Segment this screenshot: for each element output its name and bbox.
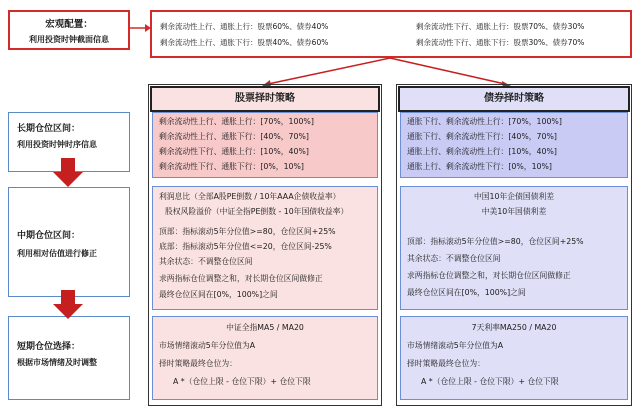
stage-long-desc: 利用投资时钟时序信息 bbox=[17, 140, 97, 149]
equity-mid-row-2: 股权风险溢价（中证全指PE倒数 - 10年国债收益率） bbox=[165, 207, 349, 216]
bond-long-section bbox=[400, 112, 628, 178]
equity-short-row-4: A *（仓位上限 - 仓位下限）+ 仓位下限 bbox=[173, 377, 311, 386]
scenario-3: 剩余流动性下行、通胀上行：股票70%、债券30% bbox=[416, 22, 585, 31]
stage-long-title: 长期仓位区间： bbox=[17, 124, 81, 134]
stage-short-desc: 根据市场情绪及时调整 bbox=[17, 358, 97, 367]
bond-mid-row-1: 中国10年企债国债利差 bbox=[473, 192, 555, 201]
stage-mid-desc: 利用相对估值进行修正 bbox=[17, 249, 97, 258]
equity-short-section bbox=[152, 316, 378, 400]
stage-short bbox=[8, 316, 130, 400]
equity-long-row-1: 剩余流动性上行、通胀上行：[70%，100%] bbox=[159, 117, 314, 126]
bond-mid-section bbox=[400, 186, 628, 310]
bond-short-section bbox=[400, 316, 628, 400]
bond-mid-row-2: 中美10年国债利差 bbox=[481, 207, 547, 216]
equity-short-row-2: 市场情绪滚动5年分位值为A bbox=[159, 341, 256, 350]
equity-mid-row-4: 底部：指标滚动5年分位值<=20，仓位区间-25% bbox=[159, 242, 332, 251]
bond-short-row-3: 择时策略最终仓位为： bbox=[407, 359, 485, 368]
equity-long-section bbox=[152, 112, 378, 178]
macro-title: 宏观配置： bbox=[45, 19, 93, 30]
bond-mid-row-5: 求两指标仓位调整之和，对长期仓位区间做修正 bbox=[407, 271, 571, 280]
stage-short-title: 短期仓位选择： bbox=[17, 342, 81, 352]
bond-mid-row-3: 顶部：指标滚动5年分位值>=80，仓位区间+25% bbox=[407, 237, 584, 246]
scenario-2: 剩余流动性上行、通胀下行：股票40%、债券60% bbox=[160, 38, 329, 47]
equity-short-row-3: 择时策略最终仓位为： bbox=[159, 359, 237, 368]
equity-mid-row-7: 最终仓位区间在[0%，100%]之间 bbox=[159, 290, 278, 299]
bond-short-row-4: A *（仓位上限 - 仓位下限）+ 仓位下限 bbox=[421, 377, 559, 386]
bond-long-row-4: 通胀上行、剩余流动性下行：[0%，10%] bbox=[407, 162, 552, 171]
scenario-1: 剩余流动性上行、通胀上行：股票60%、债券40% bbox=[160, 22, 329, 31]
equity-long-row-3: 剩余流动性下行、通胀上行：[10%，40%] bbox=[159, 147, 309, 156]
equity-long-row-4: 剩余流动性下行、通胀下行：[0%，10%] bbox=[159, 162, 304, 171]
scenario-4: 剩余流动性下行、通胀下行：股票30%、债券70% bbox=[416, 38, 585, 47]
bond-mid-row-6: 最终仓位区间在[0%，100%]之间 bbox=[407, 288, 526, 297]
macro-subtitle: 利用投资时钟截面信息 bbox=[29, 35, 109, 44]
stage-mid-title: 中期仓位区间： bbox=[17, 231, 81, 241]
stage-mid bbox=[8, 187, 130, 297]
equity-long-row-2: 剩余流动性上行、通胀下行：[40%，70%] bbox=[159, 132, 309, 141]
equity-short-row-1: 中证全指MA5 / MA20 bbox=[226, 323, 304, 332]
equity-mid-row-3: 顶部：指标滚动5年分位值>=80，仓位区间+25% bbox=[159, 227, 336, 236]
equity-mid-section bbox=[152, 186, 378, 310]
equity-title: 股票择时策略 bbox=[150, 86, 380, 112]
bond-long-row-2: 通胀下行、剩余流动性下行：[40%，70%] bbox=[407, 132, 557, 141]
down-arrow-1 bbox=[52, 158, 84, 188]
bond-long-row-1: 通胀下行、剩余流动性上行：[70%，100%] bbox=[407, 117, 562, 126]
bond-short-row-2: 市场情绪滚动5年分位值为A bbox=[407, 341, 504, 350]
equity-mid-row-1: 利润息比（全部A股PE倒数 / 10年AAA企债收益率） bbox=[159, 192, 341, 201]
equity-mid-row-6: 求两指标仓位调整之和，对长期仓位区间做修正 bbox=[159, 274, 323, 283]
bond-mid-row-4: 其余状态：不调整仓位区间 bbox=[407, 254, 501, 263]
bond-short-row-1: 7天利率MA250 / MA20 bbox=[471, 323, 557, 332]
equity-mid-row-5: 其余状态：不调整仓位区间 bbox=[159, 257, 253, 266]
bond-title: 债券择时策略 bbox=[398, 86, 630, 112]
bond-long-row-3: 通胀上行、剩余流动性上行：[10%，40%] bbox=[407, 147, 557, 156]
down-arrow-2 bbox=[52, 290, 84, 320]
